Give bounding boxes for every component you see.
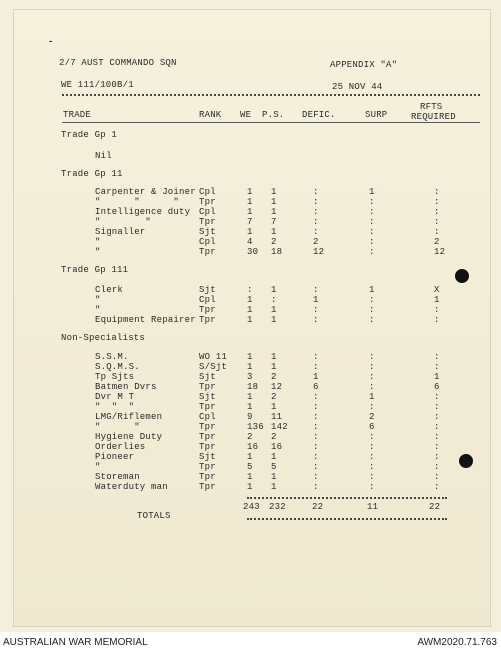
cell-rank: Sjt <box>199 392 216 402</box>
cell-we: 1 <box>247 452 253 462</box>
cell-required: : <box>434 462 440 472</box>
cell-required: : <box>434 315 440 325</box>
cell-trade: Hygiene Duty <box>95 432 163 442</box>
cell-we: 1 <box>247 352 253 362</box>
cell-rank: Sjt <box>199 372 216 382</box>
cell-rank: Cpl <box>199 207 216 217</box>
cell-surp: 6 <box>369 422 375 432</box>
cell-rank: Tpr <box>199 315 216 325</box>
cell-defic: : <box>313 352 319 362</box>
cell-we: 1 <box>247 402 253 412</box>
document-date: 25 NOV 44 <box>332 82 383 92</box>
cell-ps: 5 <box>271 462 277 472</box>
cell-required: : <box>434 217 440 227</box>
cell-required: : <box>434 482 440 492</box>
group-title: Non-Specialists <box>61 333 146 343</box>
totals-label: TOTALS <box>137 511 171 521</box>
cell-we: 136 <box>247 422 264 432</box>
cell-trade: Pioneer <box>95 452 135 462</box>
cell-required: X <box>434 285 440 295</box>
cell-we: 30 <box>247 247 259 257</box>
cell-defic: : <box>313 362 319 372</box>
cell-defic: 6 <box>313 382 319 392</box>
col-defic-header: DEFIC. <box>302 110 336 120</box>
cell-trade: Tp Sjts <box>95 372 135 382</box>
cell-required: : <box>434 452 440 462</box>
cell-rank: Sjt <box>199 227 216 237</box>
footer-accession-number: AWM2020.71.763 <box>417 637 497 648</box>
cell-we: 1 <box>247 207 253 217</box>
appendix-label: APPENDIX "A" <box>330 60 398 70</box>
punch-hole <box>459 454 473 468</box>
cell-ps: 1 <box>271 207 277 217</box>
cell-trade: Intelligence duty <box>95 207 191 217</box>
cell-ps: 1 <box>271 197 277 207</box>
cell-required: 12 <box>434 247 446 257</box>
col-trade-header: TRADE <box>63 110 92 120</box>
cell-we: 1 <box>247 295 253 305</box>
total-we: 243 <box>243 502 260 512</box>
cell-ps: 2 <box>271 372 277 382</box>
cell-required: : <box>434 207 440 217</box>
cell-ps: 1 <box>271 362 277 372</box>
total-defic: 22 <box>312 502 324 512</box>
cell-required: 2 <box>434 237 440 247</box>
we-reference: WE 111/100B/1 <box>61 80 134 90</box>
cell-defic: : <box>313 315 319 325</box>
cell-surp: : <box>369 352 375 362</box>
cell-defic: : <box>313 305 319 315</box>
cell-required: : <box>434 422 440 432</box>
cell-surp: : <box>369 295 375 305</box>
col-rank-header: RANK <box>199 110 222 120</box>
cell-trade: " <box>95 462 101 472</box>
cell-defic: : <box>313 452 319 462</box>
cell-we: 5 <box>247 462 253 472</box>
group-title: Trade Gp 11 <box>61 169 123 179</box>
cell-rank: Tpr <box>199 305 216 315</box>
cell-trade: " <box>95 247 101 257</box>
cell-rank: Cpl <box>199 412 216 422</box>
cell-rank: Cpl <box>199 295 216 305</box>
cell-required: : <box>434 197 440 207</box>
cell-we: 1 <box>247 315 253 325</box>
column-header-rule <box>62 122 480 123</box>
cell-ps: 1 <box>271 482 277 492</box>
cell-surp: : <box>369 227 375 237</box>
cell-ps: 1 <box>271 305 277 315</box>
cell-surp: : <box>369 472 375 482</box>
cell-ps: 2 <box>271 237 277 247</box>
cell-trade: Dvr M T <box>95 392 135 402</box>
cell-required: : <box>434 392 440 402</box>
cell-we: 16 <box>247 442 259 452</box>
cell-rank: Sjt <box>199 285 216 295</box>
cell-ps: 16 <box>271 442 283 452</box>
cell-ps: 2 <box>271 432 277 442</box>
cell-required: : <box>434 187 440 197</box>
archive-footer <box>0 632 501 653</box>
cell-we: 4 <box>247 237 253 247</box>
group-title: Trade Gp 1 <box>61 130 118 140</box>
cell-we: : <box>247 285 253 295</box>
cell-rank: Tpr <box>199 197 216 207</box>
group-title: Trade Gp 111 <box>61 265 129 275</box>
cell-ps: 18 <box>271 247 283 257</box>
cell-rank: Tpr <box>199 462 216 472</box>
cell-we: 2 <box>247 432 253 442</box>
cell-trade: Carpenter & Joiner <box>95 187 196 197</box>
tick-mark: - <box>48 37 54 47</box>
cell-rank: WO 11 <box>199 352 228 362</box>
cell-trade: Clerk <box>95 285 124 295</box>
cell-trade: " " " <box>95 402 135 412</box>
cell-ps: 1 <box>271 472 277 482</box>
cell-surp: 1 <box>369 285 375 295</box>
cell-we: 1 <box>247 197 253 207</box>
cell-surp: : <box>369 237 375 247</box>
cell-surp: : <box>369 482 375 492</box>
cell-required: 1 <box>434 372 440 382</box>
cell-required: : <box>434 362 440 372</box>
cell-ps: 1 <box>271 402 277 412</box>
cell-required: : <box>434 432 440 442</box>
cell-surp: : <box>369 442 375 452</box>
cell-we: 1 <box>247 392 253 402</box>
cell-we: 1 <box>247 362 253 372</box>
cell-trade: Equipment Repairer <box>95 315 196 325</box>
cell-required: : <box>434 227 440 237</box>
cell-required: : <box>434 352 440 362</box>
header-divider <box>62 94 480 96</box>
total-ps: 232 <box>269 502 286 512</box>
cell-defic: 2 <box>313 237 319 247</box>
total-surp: 11 <box>367 502 379 512</box>
cell-rank: S/Sjt <box>199 362 228 372</box>
nil-entry: Nil <box>95 151 112 161</box>
cell-we: 1 <box>247 187 253 197</box>
cell-required: 6 <box>434 382 440 392</box>
cell-ps: : <box>271 295 277 305</box>
cell-ps: 2 <box>271 392 277 402</box>
cell-trade: Signaller <box>95 227 146 237</box>
cell-required: : <box>434 442 440 452</box>
cell-trade: S.Q.M.S. <box>95 362 140 372</box>
cell-ps: 11 <box>271 412 283 422</box>
cell-ps: 1 <box>271 315 277 325</box>
totals-rule <box>247 497 447 499</box>
cell-ps: 142 <box>271 422 288 432</box>
cell-defic: : <box>313 285 319 295</box>
col-surp-header: SURP <box>365 110 388 120</box>
cell-trade: " " " <box>95 197 180 207</box>
cell-rank: Tpr <box>199 247 216 257</box>
cell-defic: : <box>313 462 319 472</box>
cell-trade: " <box>95 237 101 247</box>
cell-rank: Tpr <box>199 217 216 227</box>
cell-trade: " " <box>95 422 140 432</box>
cell-surp: : <box>369 372 375 382</box>
cell-rank: Tpr <box>199 482 216 492</box>
cell-we: 7 <box>247 217 253 227</box>
cell-trade: Waterduty man <box>95 482 168 492</box>
cell-rank: Tpr <box>199 442 216 452</box>
cell-surp: 2 <box>369 412 375 422</box>
cell-surp: : <box>369 247 375 257</box>
cell-surp: : <box>369 452 375 462</box>
cell-surp: : <box>369 197 375 207</box>
cell-defic: : <box>313 187 319 197</box>
cell-rank: Tpr <box>199 382 216 392</box>
cell-we: 1 <box>247 227 253 237</box>
cell-we: 9 <box>247 412 253 422</box>
cell-surp: 1 <box>369 392 375 402</box>
cell-rank: Cpl <box>199 237 216 247</box>
cell-surp: : <box>369 217 375 227</box>
cell-rank: Tpr <box>199 472 216 482</box>
cell-surp: : <box>369 207 375 217</box>
cell-required: 1 <box>434 295 440 305</box>
cell-surp: : <box>369 462 375 472</box>
cell-trade: Orderlies <box>95 442 146 452</box>
cell-required: : <box>434 412 440 422</box>
col-rfts-header: RFTS <box>420 102 443 112</box>
cell-rank: Tpr <box>199 432 216 442</box>
cell-ps: 1 <box>271 285 277 295</box>
cell-trade: " <box>95 295 101 305</box>
cell-we: 3 <box>247 372 253 382</box>
cell-defic: : <box>313 482 319 492</box>
cell-ps: 7 <box>271 217 277 227</box>
cell-surp: : <box>369 315 375 325</box>
cell-ps: 1 <box>271 352 277 362</box>
cell-trade: S.S.M. <box>95 352 129 362</box>
total-required: 22 <box>429 502 441 512</box>
cell-defic: : <box>313 432 319 442</box>
col-ps-header: P.S. <box>262 110 285 120</box>
cell-defic: : <box>313 442 319 452</box>
cell-trade: Batmen Dvrs <box>95 382 157 392</box>
cell-trade: " <box>95 305 101 315</box>
cell-surp: : <box>369 362 375 372</box>
unit-name: 2/7 AUST COMMANDO SQN <box>59 58 177 68</box>
cell-we: 1 <box>247 305 253 315</box>
cell-surp: 1 <box>369 187 375 197</box>
cell-defic: : <box>313 392 319 402</box>
cell-we: 1 <box>247 482 253 492</box>
cell-defic: : <box>313 422 319 432</box>
cell-defic: 12 <box>313 247 325 257</box>
cell-trade: " " <box>95 217 152 227</box>
cell-we: 1 <box>247 472 253 482</box>
punch-hole <box>455 269 469 283</box>
cell-trade: Storeman <box>95 472 140 482</box>
cell-surp: : <box>369 305 375 315</box>
cell-defic: : <box>313 412 319 422</box>
cell-we: 18 <box>247 382 259 392</box>
cell-defic: : <box>313 227 319 237</box>
cell-defic: : <box>313 217 319 227</box>
cell-ps: 1 <box>271 452 277 462</box>
cell-defic: : <box>313 207 319 217</box>
cell-defic: 1 <box>313 295 319 305</box>
cell-trade: LMG/Riflemen <box>95 412 163 422</box>
cell-required: : <box>434 472 440 482</box>
cell-defic: : <box>313 402 319 412</box>
cell-ps: 12 <box>271 382 283 392</box>
cell-rank: Tpr <box>199 402 216 412</box>
cell-ps: 1 <box>271 227 277 237</box>
cell-defic: : <box>313 197 319 207</box>
col-required-header: REQUIRED <box>411 112 456 122</box>
cell-rank: Sjt <box>199 452 216 462</box>
cell-defic: : <box>313 472 319 482</box>
footer-institution: AUSTRALIAN WAR MEMORIAL <box>3 637 148 648</box>
cell-ps: 1 <box>271 187 277 197</box>
col-we-header: WE <box>240 110 252 120</box>
cell-surp: : <box>369 402 375 412</box>
cell-required: : <box>434 402 440 412</box>
cell-surp: : <box>369 432 375 442</box>
totals-bottom-rule <box>247 518 447 520</box>
cell-required: : <box>434 305 440 315</box>
cell-surp: : <box>369 382 375 392</box>
cell-rank: Cpl <box>199 187 216 197</box>
cell-rank: Tpr <box>199 422 216 432</box>
cell-defic: 1 <box>313 372 319 382</box>
